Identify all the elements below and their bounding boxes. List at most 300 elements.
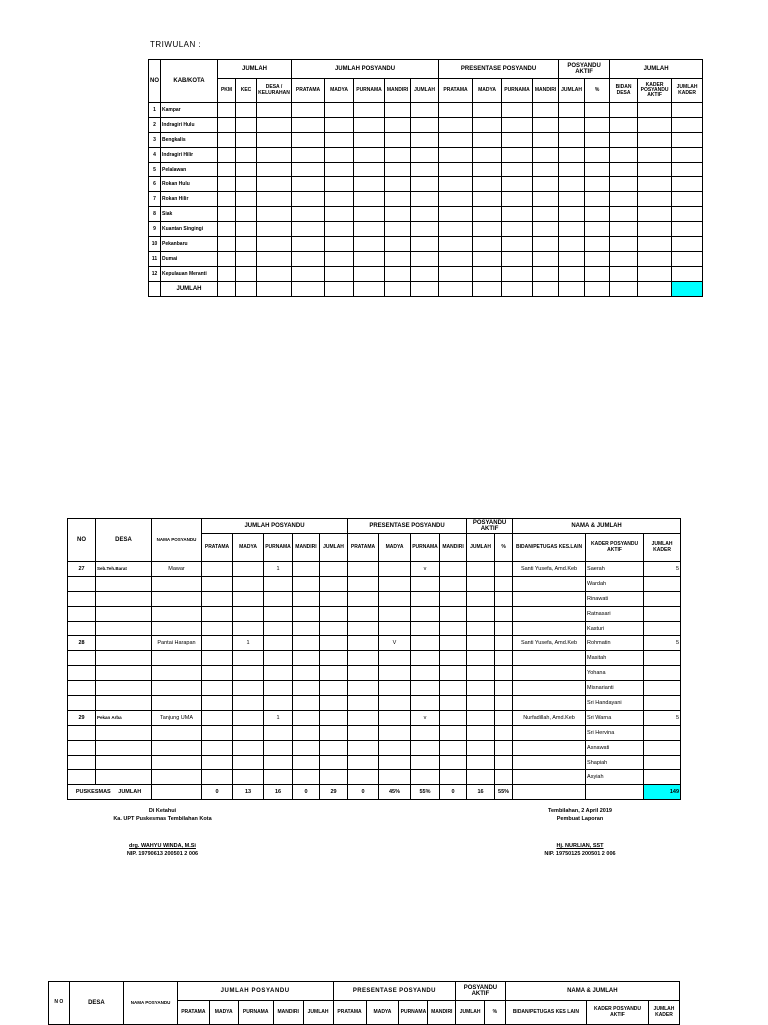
kab-cell (559, 117, 585, 132)
kab-cell (411, 103, 439, 118)
row-pct-mandiri (440, 651, 467, 666)
row-aktif-pct (495, 725, 513, 740)
kab-cell (638, 222, 672, 237)
row-kader: Masitah (586, 651, 644, 666)
row-jml (320, 621, 348, 636)
row-kader: Rinawati (586, 591, 644, 606)
kab-cell (325, 132, 354, 147)
col-presentase-posyandu: PRESENTASE POSYANDU (439, 60, 559, 79)
sig-right-line2: Pembuat Laporan (556, 815, 604, 822)
kab-name: Kuantan Singingi (161, 222, 218, 237)
row-pratama (202, 651, 233, 666)
row-mandiri (293, 651, 320, 666)
kab-total-cell (385, 281, 411, 296)
row-pct-purnama: v (411, 710, 440, 725)
kab-cell (672, 237, 703, 252)
sig-right-line1: Tembilahan, 2 April 2019 (548, 808, 612, 814)
posyandu-row (68, 562, 681, 577)
kab-cell (218, 103, 236, 118)
kab-cell (559, 147, 585, 162)
kab-cell (559, 103, 585, 118)
row-aktif-pct (495, 755, 513, 770)
kab-name: Siak (161, 207, 218, 222)
kab-cell (473, 177, 502, 192)
kab-total-cell (292, 281, 325, 296)
col-jumlah-posyandu: JUMLAH POSYANDU (292, 60, 439, 79)
row-pct-pratama (348, 666, 379, 681)
kab-cell (439, 251, 473, 266)
kab-cell (354, 192, 385, 207)
row-bidan (513, 666, 586, 681)
col-desa: DESA (96, 519, 152, 562)
row-pct-pratama (348, 755, 379, 770)
kab-cell (411, 192, 439, 207)
row-madya (233, 606, 264, 621)
row-no (68, 591, 96, 606)
row-bidan: Santi Yusefa, Amd.Keb (513, 636, 586, 651)
kab-cell (585, 266, 610, 281)
row-jml (320, 666, 348, 681)
row-no (68, 666, 96, 681)
kab-row (149, 266, 703, 281)
row-aktif-jumlah (467, 725, 495, 740)
col-mandiri: MANDIRI (293, 534, 320, 562)
col-kabkota: KAB/KOTA (161, 60, 218, 103)
row-aktif-pct (495, 636, 513, 651)
kab-cell (585, 103, 610, 118)
kab-cell (672, 207, 703, 222)
signature-left (80, 808, 245, 858)
row-aktif-jumlah (467, 636, 495, 651)
kab-total-cell (610, 281, 638, 296)
row-madya (233, 740, 264, 755)
col-aktif-pct: % (495, 534, 513, 562)
kab-cell (610, 207, 638, 222)
t3-col-madya: MADYA (209, 1001, 238, 1025)
kab-cell (473, 132, 502, 147)
row-kader: Shapiah (586, 755, 644, 770)
kab-cell (638, 162, 672, 177)
total-jumlah-kader: 149 (644, 785, 681, 800)
row-mandiri (293, 606, 320, 621)
row-no (68, 755, 96, 770)
kab-row (149, 177, 703, 192)
row-jumlah-kader (644, 606, 681, 621)
row-madya (233, 666, 264, 681)
row-bidan (513, 740, 586, 755)
row-nama-posyandu (152, 621, 202, 636)
row-aktif-pct (495, 681, 513, 696)
row-mandiri (293, 740, 320, 755)
kab-cell (325, 266, 354, 281)
total-bidan (513, 785, 586, 800)
kab-cell (585, 147, 610, 162)
col-aktif-jumlah: JUMLAH (559, 79, 585, 103)
t3-col-jml: JUMLAH (303, 1001, 333, 1025)
kab-cell (236, 251, 257, 266)
kab-name: Rokan Hilir (161, 192, 218, 207)
col-bidan: BIDAN/PETUGAS KES.LAIN (513, 534, 586, 562)
row-bidan (513, 755, 586, 770)
row-jumlah-kader (644, 725, 681, 740)
row-pct-pratama (348, 636, 379, 651)
col-madya: MADYA (233, 534, 264, 562)
col-mandiri: MANDIRI (385, 79, 411, 103)
kab-cell (218, 251, 236, 266)
kab-cell (325, 237, 354, 252)
t3-col-bidan: BIDAN/PETUGAS KES LAIN (505, 1001, 586, 1025)
row-jml (320, 770, 348, 785)
row-nama-posyandu (152, 591, 202, 606)
row-desa (96, 636, 152, 651)
posyandu-row (68, 666, 681, 681)
kabupaten-table (148, 59, 703, 297)
row-aktif-pct (495, 606, 513, 621)
kab-cell (257, 103, 292, 118)
kab-row (149, 237, 703, 252)
kab-cell (533, 147, 559, 162)
kab-cell (354, 237, 385, 252)
kab-no: 7 (149, 192, 161, 207)
row-nama-posyandu: Tanjung UMA (152, 710, 202, 725)
row-kader: Saerah (586, 562, 644, 577)
t3-col-madya-pct: MADYA (366, 1001, 399, 1025)
col-jumlah: JUMLAH (218, 60, 292, 79)
row-pct-purnama (411, 666, 440, 681)
kab-cell (672, 162, 703, 177)
kab-cell (325, 207, 354, 222)
t3-col-jumlah-posyandu: JUMLAH POSYANDU (177, 982, 333, 1001)
kab-cell (559, 222, 585, 237)
row-jumlah-kader (644, 621, 681, 636)
row-pct-purnama (411, 651, 440, 666)
kab-cell (610, 251, 638, 266)
row-jumlah-kader (644, 681, 681, 696)
col-desa-kelurahan: DESA / KELURAHAN (257, 79, 292, 103)
total-row (68, 785, 681, 800)
kab-total-no (149, 281, 161, 296)
row-bidan (513, 576, 586, 591)
kab-cell (439, 162, 473, 177)
row-aktif-pct (495, 621, 513, 636)
row-pct-purnama: v (411, 562, 440, 577)
row-pct-mandiri (440, 636, 467, 651)
kab-cell (257, 266, 292, 281)
row-mandiri (293, 591, 320, 606)
col-pratama-pct: PRATAMA (348, 534, 379, 562)
t3-col-aktif-jumlah: JUMLAH (456, 1001, 485, 1025)
row-pratama (202, 621, 233, 636)
row-desa (96, 591, 152, 606)
kab-cell (439, 266, 473, 281)
row-pct-madya (379, 755, 411, 770)
row-desa (96, 681, 152, 696)
t3-col-pratama-pct: PRATAMA (333, 1001, 366, 1025)
row-bidan (513, 591, 586, 606)
row-pct-purnama (411, 591, 440, 606)
t3-col-mandiri-pct: MANDIRI (428, 1001, 456, 1025)
posyandu-row (68, 636, 681, 651)
row-pct-madya (379, 696, 411, 711)
row-pct-pratama (348, 710, 379, 725)
kab-cell (354, 177, 385, 192)
row-nama-posyandu (152, 755, 202, 770)
row-pct-madya (379, 770, 411, 785)
row-madya (233, 576, 264, 591)
kab-cell (502, 132, 533, 147)
kab-cell (385, 251, 411, 266)
row-aktif-jumlah (467, 621, 495, 636)
kab-total-kader (672, 281, 703, 296)
kab-cell (502, 162, 533, 177)
kab-total-cell (411, 281, 439, 296)
total-mandiri: 0 (293, 785, 320, 800)
kab-cell (672, 177, 703, 192)
col-jml: JUMLAH (320, 534, 348, 562)
kab-cell (533, 251, 559, 266)
kab-cell (385, 207, 411, 222)
col-posyandu-aktif: POSYANDU AKTIF (559, 60, 610, 79)
kab-cell (502, 117, 533, 132)
kab-cell (559, 266, 585, 281)
row-aktif-jumlah (467, 710, 495, 725)
kab-cell (672, 222, 703, 237)
kab-cell (236, 147, 257, 162)
row-pratama (202, 576, 233, 591)
t3-col-no: N O (49, 982, 70, 1025)
row-madya (233, 591, 264, 606)
total-pct-mandiri: 0 (440, 785, 467, 800)
row-pratama (202, 591, 233, 606)
col-jml: JUMLAH (411, 79, 439, 103)
col-no: NO (68, 519, 96, 562)
kab-cell (559, 251, 585, 266)
kab-cell (354, 162, 385, 177)
kab-cell (502, 251, 533, 266)
row-jumlah-kader: 5 (644, 562, 681, 577)
kab-no: 2 (149, 117, 161, 132)
kab-cell (638, 207, 672, 222)
kab-cell (672, 103, 703, 118)
row-aktif-jumlah (467, 562, 495, 577)
total-empty (152, 785, 202, 800)
row-mandiri (293, 562, 320, 577)
col-purnama: PURNAMA (264, 534, 293, 562)
kab-cell (292, 266, 325, 281)
kab-cell (385, 177, 411, 192)
kab-cell (533, 266, 559, 281)
kab-cell (385, 103, 411, 118)
row-madya (233, 755, 264, 770)
col-kader-aktif: KADER POSYANDU AKTIF (586, 534, 644, 562)
row-desa (96, 651, 152, 666)
row-bidan (513, 651, 586, 666)
kab-cell (236, 132, 257, 147)
row-pct-mandiri (440, 576, 467, 591)
total-aktif-jumlah: 16 (467, 785, 495, 800)
col-madya-pct: MADYA (473, 79, 502, 103)
kab-cell (638, 251, 672, 266)
sig-left-line1: Di Ketahui (148, 808, 177, 814)
kab-total-cell (533, 281, 559, 296)
row-jml (320, 651, 348, 666)
kab-cell (533, 103, 559, 118)
kab-cell (585, 222, 610, 237)
row-jumlah-kader (644, 755, 681, 770)
row-jumlah-kader: 5 (644, 636, 681, 651)
row-bidan (513, 770, 586, 785)
row-pct-purnama (411, 725, 440, 740)
kab-cell (638, 117, 672, 132)
kab-cell (236, 192, 257, 207)
kab-cell (218, 222, 236, 237)
kab-cell (585, 237, 610, 252)
row-desa (96, 725, 152, 740)
row-pct-mandiri (440, 666, 467, 681)
kab-cell (236, 103, 257, 118)
row-no (68, 651, 96, 666)
row-no (68, 606, 96, 621)
kab-cell (610, 177, 638, 192)
col-pratama-pct: PRATAMA (439, 79, 473, 103)
kab-cell (411, 162, 439, 177)
kab-cell (473, 266, 502, 281)
row-jml (320, 725, 348, 740)
row-pct-pratama (348, 576, 379, 591)
row-kader: Misnarianti (586, 681, 644, 696)
kab-cell (385, 132, 411, 147)
row-jml (320, 681, 348, 696)
kab-cell (257, 132, 292, 147)
row-jml (320, 740, 348, 755)
row-bidan (513, 725, 586, 740)
kab-cell (325, 147, 354, 162)
row-jml (320, 696, 348, 711)
kab-cell (236, 207, 257, 222)
kab-name: Indragiri Hilir (161, 147, 218, 162)
row-bidan (513, 681, 586, 696)
row-pct-madya (379, 666, 411, 681)
kab-cell (236, 117, 257, 132)
kab-no: 6 (149, 177, 161, 192)
kab-cell (473, 237, 502, 252)
t3-col-posyandu-aktif: POSYANDU AKTIF (456, 982, 505, 1001)
row-pratama (202, 725, 233, 740)
puskesmas-label: PUSKESMAS (75, 789, 111, 796)
row-kader: Kasturi (586, 621, 644, 636)
kab-cell (411, 266, 439, 281)
kab-row (149, 251, 703, 266)
row-mandiri (293, 725, 320, 740)
kab-name: Kampar (161, 103, 218, 118)
kab-cell (354, 207, 385, 222)
row-mandiri (293, 576, 320, 591)
row-jumlah-kader (644, 770, 681, 785)
row-pct-purnama (411, 755, 440, 770)
row-pct-madya (379, 606, 411, 621)
row-pct-pratama (348, 621, 379, 636)
row-desa (96, 576, 152, 591)
row-jml (320, 591, 348, 606)
row-aktif-pct (495, 696, 513, 711)
row-nama-posyandu (152, 725, 202, 740)
row-pct-madya (379, 710, 411, 725)
kab-row (149, 117, 703, 132)
row-nama-posyandu: Mawar (152, 562, 202, 577)
kab-cell (325, 177, 354, 192)
kab-total-cell (559, 281, 585, 296)
kab-cell (354, 222, 385, 237)
row-purnama: 1 (264, 562, 293, 577)
kab-cell (292, 103, 325, 118)
posyandu-row (68, 770, 681, 785)
total-pct-pratama: 0 (348, 785, 379, 800)
kab-cell (292, 222, 325, 237)
signature-right (505, 808, 655, 858)
kab-cell (672, 147, 703, 162)
row-aktif-jumlah (467, 666, 495, 681)
kab-total-cell (585, 281, 610, 296)
kab-cell (218, 177, 236, 192)
kab-cell (610, 237, 638, 252)
row-pct-madya: V (379, 636, 411, 651)
kab-no: 8 (149, 207, 161, 222)
row-jml (320, 755, 348, 770)
row-aktif-pct (495, 562, 513, 577)
row-aktif-pct (495, 591, 513, 606)
kab-cell (502, 192, 533, 207)
row-pratama (202, 562, 233, 577)
row-purnama (264, 591, 293, 606)
row-pct-madya (379, 591, 411, 606)
row-nama-posyandu (152, 696, 202, 711)
row-madya (233, 651, 264, 666)
kab-cell (354, 103, 385, 118)
kab-cell (257, 147, 292, 162)
row-aktif-jumlah (467, 740, 495, 755)
col-mandiri-pct: MANDIRI (440, 534, 467, 562)
row-purnama (264, 725, 293, 740)
kab-no: 9 (149, 222, 161, 237)
kab-total-label: JUMLAH (161, 281, 218, 296)
t3-col-pratama: PRATAMA (177, 1001, 209, 1025)
col-nama-jumlah: NAMA & JUMLAH (513, 519, 681, 534)
row-bidan: Nurfadillah, Amd.Keb (513, 710, 586, 725)
kab-cell (502, 103, 533, 118)
row-pct-mandiri (440, 755, 467, 770)
row-nama-posyandu (152, 606, 202, 621)
row-purnama: 1 (264, 710, 293, 725)
row-aktif-jumlah (467, 696, 495, 711)
row-aktif-jumlah (467, 606, 495, 621)
kab-cell (325, 251, 354, 266)
kab-cell (236, 177, 257, 192)
row-no (68, 576, 96, 591)
kab-cell (292, 192, 325, 207)
row-mandiri (293, 770, 320, 785)
kab-cell (585, 132, 610, 147)
kab-cell (292, 177, 325, 192)
row-pct-pratama (348, 651, 379, 666)
kab-cell (502, 222, 533, 237)
row-purnama (264, 636, 293, 651)
col-kader-aktif: KADER POSYANDU AKTIF (638, 79, 672, 103)
row-jumlah-kader (644, 576, 681, 591)
row-aktif-pct (495, 666, 513, 681)
row-nama-posyandu (152, 666, 202, 681)
total-aktif-pct: 55% (495, 785, 513, 800)
row-pct-mandiri (440, 725, 467, 740)
